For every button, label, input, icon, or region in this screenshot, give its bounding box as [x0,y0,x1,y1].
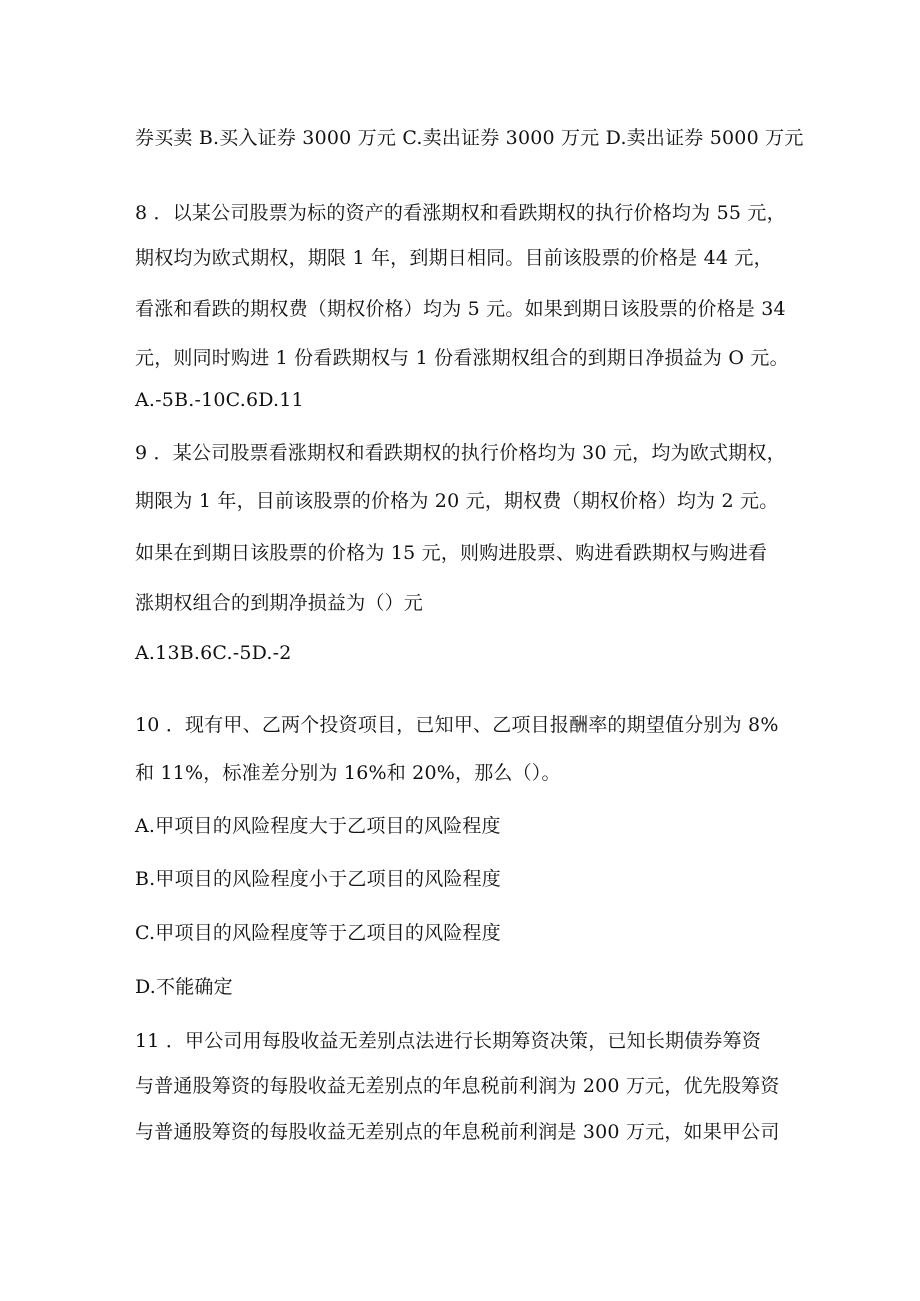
question-8-line-2: 期权均为欧式期权，期限 1 年，到期日相同。目前该股票的价格是 44 元， [135,247,773,269]
question-9-options: A.13B.6C.-5D.-2 [135,642,292,664]
question-9-line-1: 9 ．某公司股票看涨期权和看跌期权的执行价格均为 30 元，均为欧式期权， [135,442,786,464]
question-11-line-1: 11 ．甲公司用每股收益无差别点法进行长期筹资决策，已知长期债券筹资 [135,1030,762,1052]
question-10-option-d: D.不能确定 [135,976,233,998]
question-8-line-3: 看涨和看跌的期权费（期权价格）均为 5 元。如果到期日该股票的价格是 34 [135,298,786,320]
question-11-line-3: 与普通股筹资的每股收益无差别点的年息税前利润是 300 万元，如果甲公司 [135,1121,780,1143]
question-8-line-1: 8 ．以某公司股票为标的资产的看涨期权和看跌期权的执行价格均为 55 元， [135,202,786,224]
question-9-line-2: 期限为 1 年，目前该股票的价格为 20 元，期权费（期权价格）均为 2 元。 [135,490,779,512]
question-10-option-c: C.甲项目的风险程度等于乙项目的风险程度 [135,922,501,944]
question-8-options: A.-5B.-10C.6D.11 [135,389,304,411]
question-9-line-3: 如果在到期日该股票的价格为 15 元，则购进股票、购进看跌期权与购进看 [135,542,768,564]
question-10-option-a: A.甲项目的风险程度大于乙项目的风险程度 [135,815,501,837]
question-10-line-2: 和 11%，标准差分别为 16%和 20%，那么（）。 [135,762,561,784]
question-7-options-line: 券买卖 B.买入证券 3000 万元 C.卖出证券 3000 万元 D.卖出证券 5000 万元 [135,127,804,149]
question-9-line-4: 涨期权组合的到期净损益为（）元 [135,592,424,614]
question-10-line-1: 10 ．现有甲、乙两个投资项目，已知甲、乙项目报酬率的期望值分别为 8% [135,714,779,736]
question-8-line-4: 元，则同时购进 1 份看跌期权与 1 份看涨期权组合的到期日净损益为 O 元。 [135,347,789,369]
question-11-line-2: 与普通股筹资的每股收益无差别点的年息税前利润为 200 万元，优先股筹资 [135,1075,780,1097]
question-10-option-b: B.甲项目的风险程度小于乙项目的风险程度 [135,868,502,890]
